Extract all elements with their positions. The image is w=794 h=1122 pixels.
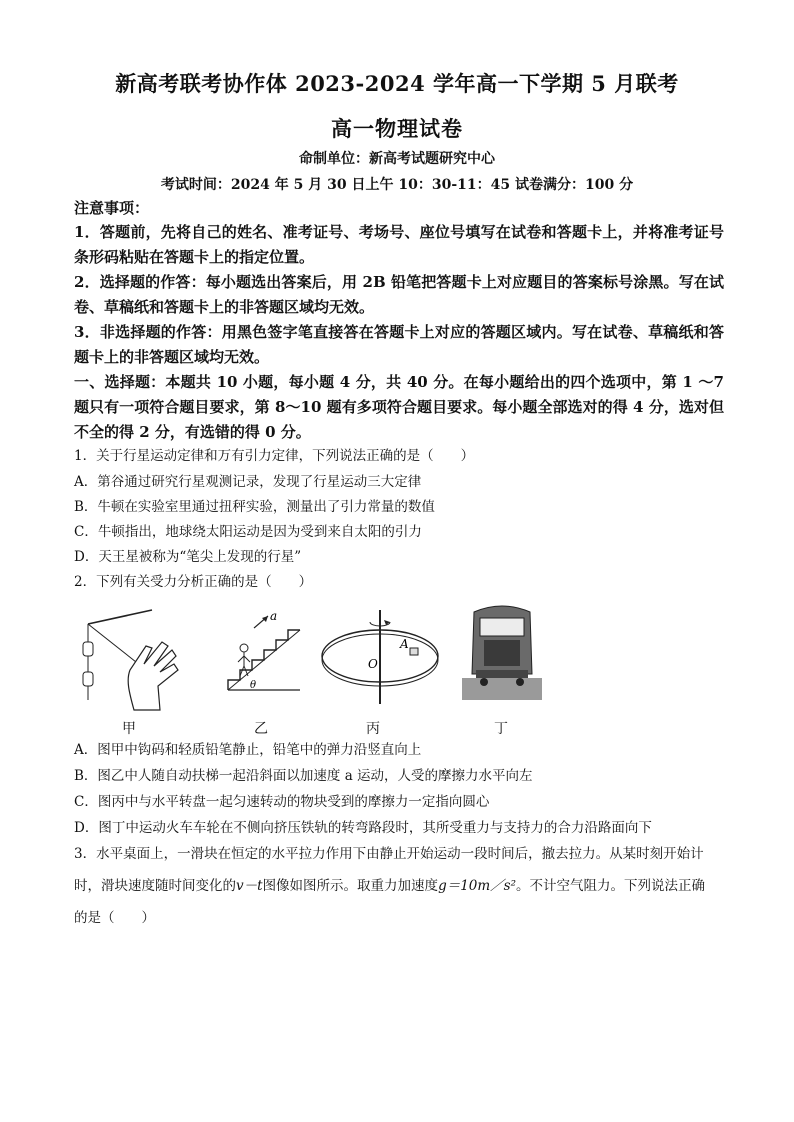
figure-train	[462, 604, 542, 700]
q3-text-c: 。不计空气阻力。下列说法正确	[516, 878, 706, 894]
angle-mark: θ	[250, 680, 257, 691]
q2-option-c: C．图丙中与水平转盘一起匀速转动的物块受到的摩擦力一定指向圆心	[74, 794, 490, 810]
note-item-2: 2．选择题的作答：每小题选出答案后，用 2B 铅笔把答题卡上对应题目的答案标号涂黑。写在试卷、草稿纸和答题卡上的非答题区域均无效。	[74, 273, 724, 316]
section1-intro: 一、选择题：本题共 10 小题，每小题 4 分，共 40 分。在每小题给出的四个选项中，第 1 ～7 题只有一项符合题目要求，第 8～10 题有多项符合题目要求。每小题全部选对的得 4 分，选对但不全的得 2 分，有选错的得 0 分。	[74, 373, 724, 441]
q3-text-a: 时，滑块速度随时间变化的	[74, 878, 236, 894]
figure-hand-pencil	[74, 602, 184, 714]
q2-figures	[74, 602, 724, 742]
q1-option-a: A．第谷通过研究行星观测记录，发现了行星运动三大定律	[74, 474, 422, 490]
q3-stem-line1: 3．水平桌面上，一滑块在恒定的水平拉力作用下由静止开始运动一段时间后，撤去拉力。从某时刻开始计	[74, 846, 704, 862]
figure-label-bing: 丙	[366, 721, 380, 737]
note-item-3: 3．非选择题的作答：用黑色签字笔直接答在答题卡上对应的答题区域内。写在试卷、草稿纸和答题卡上的非答题区域均无效。	[74, 323, 724, 366]
figure-label-ding: 丁	[494, 721, 508, 737]
q3-text-b: 图像如图所示。取重力加速度	[262, 878, 439, 894]
figure-turntable	[318, 606, 442, 706]
q1-option-b: B．牛顿在实验室里通过扭秤实验，测量出了引力常量的数值	[74, 499, 435, 515]
accel-mark: a	[270, 610, 278, 623]
q2-stem: 2．下列有关受力分析正确的是（ ）	[74, 574, 313, 590]
figure-escalator	[224, 610, 304, 700]
q1-stem: 1．关于行星运动定律和万有引力定律，下列说法正确的是（ ）	[74, 448, 475, 464]
figure-label-jia: 甲	[122, 721, 136, 737]
issuer-line: 命制单位：新高考试题研究中心	[299, 151, 495, 167]
q1-option-d: D．天王星被称为“笔尖上发现的行星”	[74, 549, 302, 565]
q1-option-c: C．牛顿指出，地球绕太阳运动是因为受到来自太阳的引力	[74, 524, 422, 540]
block-mark: A	[400, 637, 409, 651]
q3-stem-line2	[74, 876, 724, 896]
note-item-1: 1．答题前，先将自己的姓名、准考证号、考场号、座位号填写在试卷和答题卡上，并将准考证号条形码粘贴在答题卡上的指定位置。	[74, 223, 724, 266]
exam-info-line: 考试时间：2024 年 5 月 30 日上午 10：30-11：45 试卷满分：100 分	[160, 177, 634, 193]
q2-option-d: D．图丁中运动火车车轮在不侧向挤压铁轨的转弯路段时，其所受重力与支持力的合力沿路面向下	[74, 820, 652, 836]
q2-option-a: A．图甲中钩码和轻质铅笔静止，铅笔中的弹力沿竖直向上	[74, 742, 422, 758]
exam-title: 新高考联考协作体 2023-2024 学年高一下学期 5 月联考	[115, 71, 679, 96]
figure-label-yi: 乙	[254, 721, 268, 737]
subject-title: 高一物理试卷	[331, 116, 463, 141]
q3-vt: v－t	[236, 878, 263, 894]
q2-option-b: B．图乙中人随自动扶梯一起沿斜面以加速度 a 运动，人受的摩擦力水平向左	[74, 768, 533, 784]
q3-stem-line3: 的是（ ）	[74, 910, 155, 926]
center-mark: O	[368, 657, 378, 671]
notes-heading: 注意事项：	[74, 199, 150, 217]
q3-g-expr: g＝10m／s²	[438, 878, 517, 894]
